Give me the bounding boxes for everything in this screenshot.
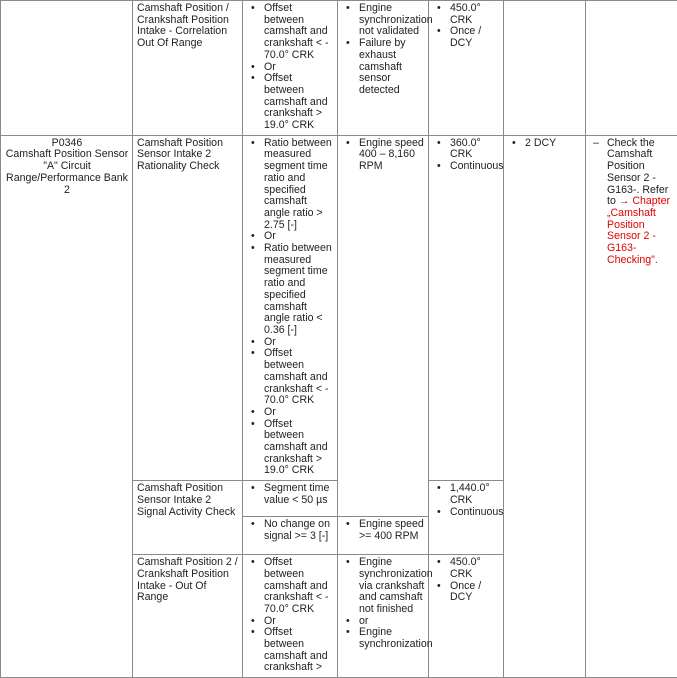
conditions-list: [342, 138, 425, 173]
list-item: • Or: [264, 231, 334, 243]
list-item: • 450.0° CRK: [450, 3, 500, 26]
list-item: • Or: [264, 337, 334, 349]
dtc-code-cell: [1, 135, 133, 677]
list-item: • 2 DCY: [525, 138, 582, 150]
list-item: • Once / DCY: [450, 26, 500, 49]
list-item: • Engine synchronization via crankshaft and camshaft not finished: [359, 557, 425, 616]
list-item: • Offset between camshaft and crankshaft > 19.0° CRK: [264, 73, 334, 132]
list-item: • Engine synchronization not validated: [359, 3, 425, 38]
conditions-list: [342, 519, 425, 542]
time-list: [433, 483, 500, 518]
code-cell-empty: [1, 1, 133, 136]
list-item: • Ratio between measured segment time ratio and specified camshaft angle ratio < 0.36 [-]: [264, 243, 334, 337]
list-item: • Offset between camshaft and crankshaft < - 70.0° CRK: [264, 3, 334, 62]
malfunction-criteria: [243, 481, 338, 517]
enable-conditions: [338, 555, 429, 678]
malfunction-criteria: [243, 1, 338, 136]
list-item: • 1,440.0° CRK: [450, 483, 500, 506]
malfunction-criteria: [243, 135, 338, 480]
conditions-list: [342, 557, 425, 651]
mil-list: [508, 138, 582, 150]
list-item: • Or: [264, 62, 334, 74]
list-item: • Continuous: [450, 507, 500, 519]
check-description: Camshaft Position Sensor Intake 2 Signal Activity Check: [133, 481, 243, 555]
criteria-list: [247, 483, 334, 506]
time-required: [429, 1, 504, 136]
conditions-list: [342, 3, 425, 97]
list-item: • Ratio between measured segment time ratio and specified camshaft angle ratio > 2.75 [-]: [264, 138, 334, 232]
time-list: [433, 138, 500, 173]
list-item: • Engine speed 400 – 8,160 RPM: [359, 138, 425, 173]
list-item: • Segment time value < 50 µs: [264, 483, 334, 506]
list-item: • Or: [264, 407, 334, 419]
time-required: [429, 555, 504, 678]
criteria-list: [247, 3, 334, 132]
action-list: [590, 138, 674, 267]
list-item: • or: [359, 616, 425, 628]
enable-conditions: [338, 135, 429, 516]
dtc-title: Camshaft Position Sensor "A" Circuit Range/Performance Bank 2: [5, 149, 129, 196]
list-item: • No change on signal >= 3 [-]: [264, 519, 334, 542]
criteria-list: [247, 138, 334, 477]
chapter-link[interactable]: Chapter „Camshaft Position Sensor 2 - G163- Checking".: [607, 195, 670, 266]
time-required: [429, 481, 504, 555]
time-required: [429, 135, 504, 480]
malfunction-criteria: [243, 555, 338, 678]
table-row-rationality: [1, 135, 677, 480]
list-item: • Once / DCY: [450, 581, 500, 604]
check-description: Camshaft Position / Crankshaft Position Intake - Correlation Out Of Range: [133, 1, 243, 136]
list-item: • Engine synchronization: [359, 627, 425, 650]
action-cell-empty: [586, 1, 677, 136]
criteria-list: [247, 519, 334, 542]
list-item: [607, 138, 674, 267]
mil-illumination: [504, 135, 586, 677]
list-item: • Continuous: [450, 161, 500, 173]
list-item: • Offset between camshaft and crankshaft < - 70.0° CRK: [264, 557, 334, 616]
check-description: Camshaft Position 2 / Crankshaft Position Intake - Out Of Range: [133, 555, 243, 678]
check-description: Camshaft Position Sensor Intake 2 Rationality Check: [133, 135, 243, 480]
list-item: • Failure by exhaust camshaft sensor detected: [359, 38, 425, 97]
list-item: • Or: [264, 616, 334, 628]
list-item: • Offset between camshaft and crankshaft > 19.0° CRK: [264, 419, 334, 478]
time-list: [433, 557, 500, 604]
dtc-code: P0346: [5, 138, 129, 150]
table-row-correlation: [1, 1, 677, 136]
action-text: Check the Camshaft Position Sensor 2 - G163-. Refer to: [607, 137, 668, 208]
list-item: • 360.0° CRK: [450, 138, 500, 161]
corrective-action: [586, 135, 677, 677]
list-item: • Offset between camshaft and crankshaft < - 70.0° CRK: [264, 348, 334, 407]
enable-conditions: [338, 1, 429, 136]
malfunction-criteria: [243, 517, 338, 555]
list-item: • Engine speed >= 400 RPM: [359, 519, 425, 542]
time-list: [433, 3, 500, 50]
mil-cell-empty: [504, 1, 586, 136]
list-item: • Offset between camshaft and crankshaft >: [264, 627, 334, 674]
arrow-right-icon: →: [619, 195, 630, 207]
enable-conditions: [338, 517, 429, 555]
criteria-list: [247, 557, 334, 674]
list-item: • 450.0° CRK: [450, 557, 500, 580]
